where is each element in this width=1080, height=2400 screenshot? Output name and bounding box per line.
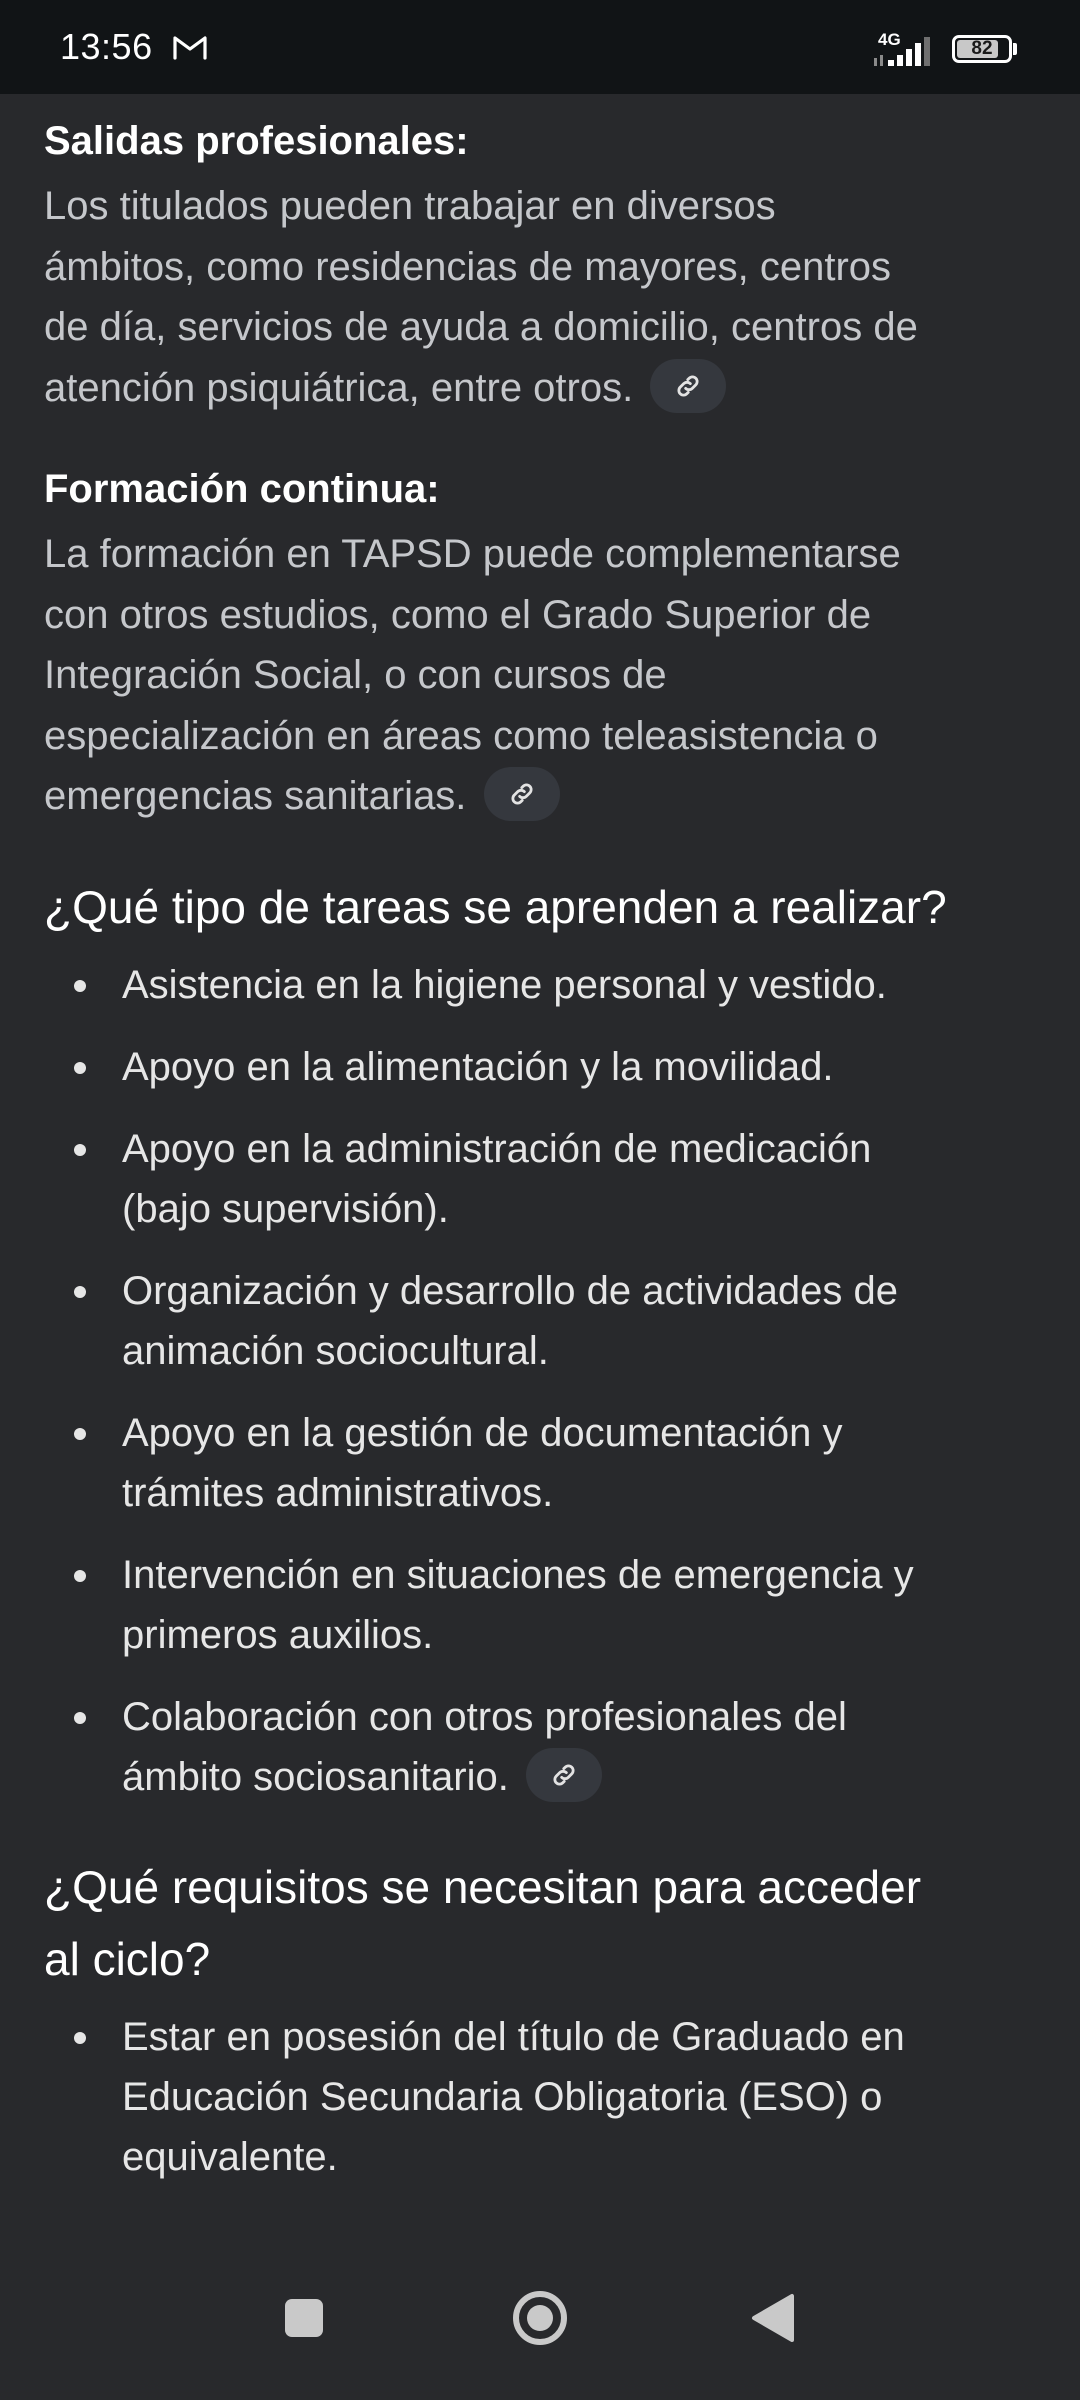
tareas-list — [44, 955, 1044, 1807]
list-item: Organización y desarrollo de actividades de animación sociocultural. — [44, 1261, 1044, 1381]
list-item: Apoyo en la gestión de documentación y trámites administrativos. — [44, 1403, 1044, 1523]
source-link-chip[interactable] — [484, 767, 560, 821]
home-circle-icon[interactable] — [500, 2278, 580, 2358]
bullet-dot — [74, 1712, 86, 1724]
list-item: Apoyo en la administración de medicación (bajo supervisión). — [44, 1119, 1044, 1239]
list-item: Asistencia en la higiene personal y vestido. — [44, 955, 1044, 1015]
list-item: Estar en posesión del título de Graduado en Educación Secundaria Obligatoria (ESO) o equivalente. — [44, 2007, 1044, 2187]
status-time: 13:56 — [60, 26, 153, 67]
link-icon — [550, 1761, 578, 1789]
bullet-dot — [74, 1570, 86, 1582]
battery-percent: 82 — [971, 38, 993, 59]
network-type-label: 4G — [878, 30, 901, 49]
bullet-dot — [74, 1286, 86, 1298]
answer-content[interactable] — [44, 94, 1044, 2187]
formacion-title: Formación continua: — [44, 467, 440, 511]
bullet-dot — [74, 2032, 86, 2044]
bullet-dot — [74, 1144, 86, 1156]
requisitos-heading: ¿Qué requisitos se necesitan para acceder al ciclo? — [44, 1860, 922, 1985]
bullet-dot — [74, 1428, 86, 1440]
system-navigation-bar — [0, 2250, 1080, 2400]
source-link-chip[interactable] — [526, 1748, 602, 1802]
list-item: Colaboración con otros profesionales del ámbito sociosanitario. — [44, 1687, 1044, 1807]
source-link-chip[interactable] — [650, 359, 726, 413]
list-item: Apoyo en la alimentación y la movilidad. — [44, 1037, 1044, 1097]
back-triangle-icon[interactable] — [734, 2278, 814, 2358]
link-icon — [508, 780, 536, 808]
formacion-paragraph: La formación en TAPSD puede complementarse con otros estudios, como el Grado Superior de Integración Social, o con cursos de especialización en áreas como teleasistencia o emergencias sanitarias. — [44, 524, 1044, 827]
gmail-icon — [172, 33, 208, 61]
bullet-dot — [74, 980, 86, 992]
salidas-title: Salidas profesionales: — [44, 119, 469, 163]
signal-strength-icon — [874, 36, 938, 68]
salidas-paragraph: Los titulados pueden trabajar en diversos ámbitos, como residencias de mayores, centros de día, servicios de ayuda a domicilio, centros de atención psiquiátrica, entre otros. — [44, 176, 1044, 418]
recents-square-icon[interactable] — [264, 2278, 344, 2358]
bullet-dot — [74, 1062, 86, 1074]
tareas-heading: ¿Qué tipo de tareas se aprenden a realizar? — [44, 880, 947, 933]
battery-indicator — [952, 35, 1016, 63]
status-bar — [0, 0, 1080, 94]
requisitos-list — [44, 2007, 1044, 2187]
link-icon — [674, 372, 702, 400]
list-item: Intervención en situaciones de emergencia y primeros auxilios. — [44, 1545, 1044, 1665]
